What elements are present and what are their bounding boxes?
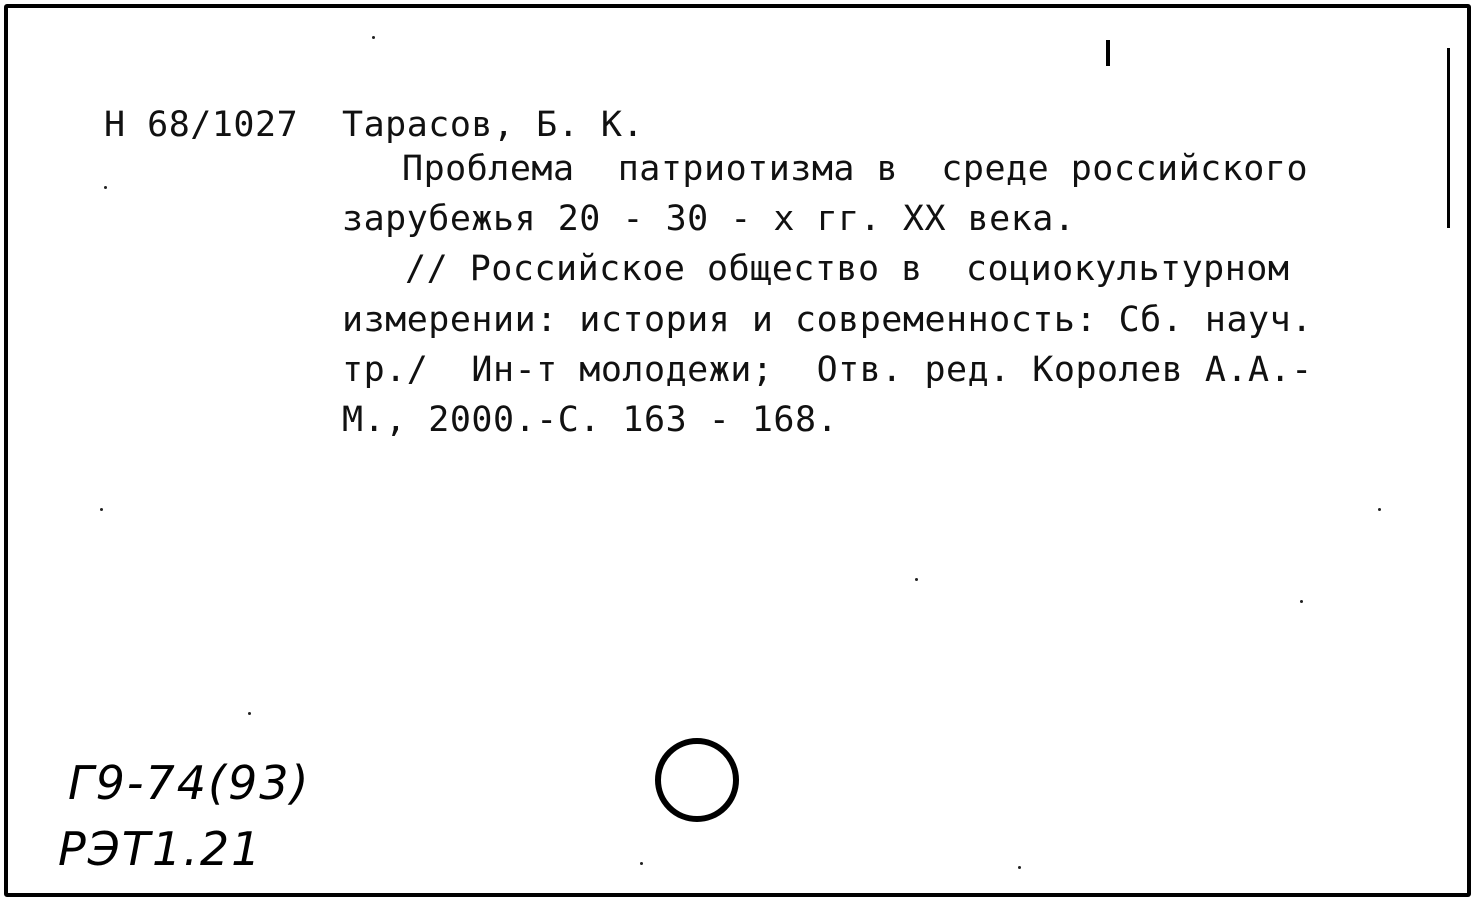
speck (372, 36, 375, 39)
speck (1378, 508, 1381, 511)
speck (104, 186, 107, 189)
right-edge-mark (1447, 48, 1450, 228)
source-line-1: // Российское общество в социокультурном (405, 249, 1290, 289)
speck (248, 712, 251, 715)
speck (1300, 600, 1303, 603)
author: Тарасов, Б. К. (342, 105, 645, 145)
title-line-1: Проблема патриотизма в среде российского (402, 149, 1309, 189)
speck (1018, 866, 1021, 869)
top-ink-mark (1106, 40, 1110, 66)
handwritten-code: РЭТ1.21 (58, 822, 263, 876)
source-line-2: измерении: история и современность: Сб. науч. (342, 300, 1313, 340)
title-line-2: зарубежья 20 - 30 - х гг. XX века. (342, 199, 1076, 239)
speck (915, 578, 918, 581)
handwritten-classification: Г9-74(93) (68, 756, 311, 810)
source-line-4: М., 2000.-С. 163 - 168. (342, 400, 839, 440)
source-line-3: тр./ Ин-т молодежи; Отв. ред. Королев А.А.- (342, 350, 1313, 390)
call-number: Н 68/1027 (104, 105, 299, 145)
speck (640, 862, 643, 865)
speck (100, 508, 103, 511)
punch-hole (655, 738, 739, 822)
